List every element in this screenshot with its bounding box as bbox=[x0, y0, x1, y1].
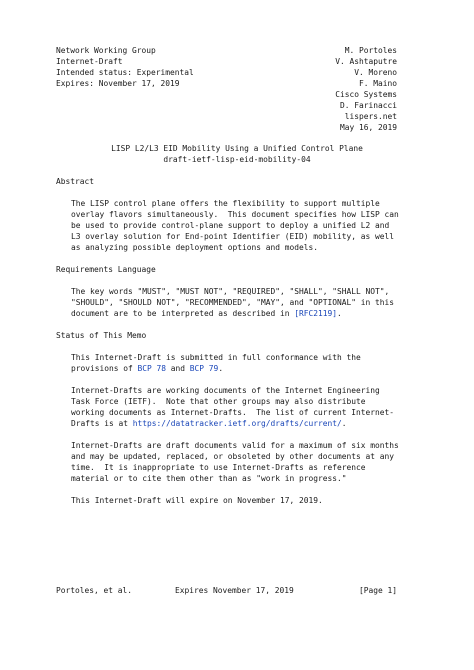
header-right-line: F. Maino bbox=[358, 79, 397, 88]
status-p1-line bbox=[71, 363, 223, 374]
status-p1-end: . bbox=[218, 364, 224, 373]
abstract-line: be used to provide control-plane support to deploy a unified L2 and bbox=[71, 221, 390, 230]
rfc2119-link[interactable]: [RFC2119] bbox=[294, 309, 338, 318]
footer-page-number: [Page 1] bbox=[358, 586, 397, 595]
abstract-heading: Abstract bbox=[56, 177, 95, 186]
status-p1-line: This Internet-Draft is submitted in full conformance with the bbox=[71, 353, 361, 362]
abstract-line: The LISP control plane offers the flexibility to support multiple bbox=[71, 199, 380, 208]
header-left-line: Internet-Draft bbox=[56, 57, 123, 66]
status-p2-line: Task Force (IETF). Note that other groups may also distribute bbox=[71, 397, 366, 406]
header-right-line: Cisco Systems bbox=[335, 90, 397, 99]
status-p3-line: and may be updated, replaced, or obsoleted by other documents at any bbox=[71, 452, 395, 461]
footer-authors: Portoles, et al. bbox=[56, 586, 133, 595]
status-p1-and: and bbox=[166, 364, 190, 373]
status-p2-end: . bbox=[341, 419, 347, 428]
bcp78-link[interactable]: BCP 78 bbox=[137, 364, 167, 373]
header-right-line: May 16, 2019 bbox=[339, 123, 397, 132]
requirements-line bbox=[71, 308, 342, 319]
requirements-line: The key words "MUST", "MUST NOT", "REQUIRED", "SHALL", "SHALL NOT", bbox=[71, 287, 390, 296]
status-p2-line bbox=[71, 418, 347, 429]
header-right-line: V. Moreno bbox=[354, 68, 397, 77]
header-right-line: V. Ashtaputre bbox=[335, 57, 397, 66]
header-right-line: M. Portoles bbox=[344, 46, 397, 55]
abstract-line: as analyzing possible deployment options and models. bbox=[71, 243, 319, 252]
requirements-heading: Requirements Language bbox=[56, 265, 156, 274]
status-p2-text: Drafts is at bbox=[71, 419, 133, 428]
header-left-line: Network Working Group bbox=[56, 46, 156, 55]
draft-name: draft-ietf-lisp-eid-mobility-04 bbox=[163, 155, 311, 164]
header-left-line: Expires: November 17, 2019 bbox=[56, 79, 180, 88]
header-right-line: lispers.net bbox=[344, 112, 397, 121]
status-p2-line: working documents as Internet-Drafts. The list of current Internet- bbox=[71, 408, 395, 417]
document-title: LISP L2/L3 EID Mobility Using a Unified Control Plane bbox=[111, 144, 363, 153]
footer-expires: Expires November 17, 2019 bbox=[175, 586, 294, 595]
status-heading: Status of This Memo bbox=[56, 331, 147, 340]
status-p3-line: time. It is inappropriate to use Internet-Drafts as reference bbox=[71, 463, 366, 472]
bcp79-link[interactable]: BCP 79 bbox=[189, 364, 219, 373]
header-right-line: D. Farinacci bbox=[339, 101, 397, 110]
requirements-line3-end: . bbox=[337, 309, 342, 318]
abstract-line: overlay flavors simultaneously. This document specifies how LISP can bbox=[71, 210, 399, 219]
requirements-line3-text: document are to be interpreted as described in bbox=[71, 309, 295, 318]
status-p2-line: Internet-Drafts are working documents of the Internet Engineering bbox=[71, 386, 380, 395]
status-p4-line: This Internet-Draft will expire on November 17, 2019. bbox=[71, 496, 323, 505]
status-p3-line: material or to cite them other than as "work in progress." bbox=[71, 474, 347, 483]
drafts-current-link[interactable]: https://datatracker.ietf.org/drafts/current/ bbox=[132, 419, 342, 428]
requirements-line: "SHOULD", "SHOULD NOT", "RECOMMENDED", "MAY", and "OPTIONAL" in this bbox=[71, 298, 395, 307]
status-p3-line: Internet-Drafts are draft documents valid for a maximum of six months bbox=[71, 441, 399, 450]
status-p1-text: provisions of bbox=[71, 364, 138, 373]
header-left-line: Intended status: Experimental bbox=[56, 68, 194, 77]
abstract-line: L3 overlay solution for End-point Identifier (EID) mobility, as well bbox=[71, 232, 395, 241]
